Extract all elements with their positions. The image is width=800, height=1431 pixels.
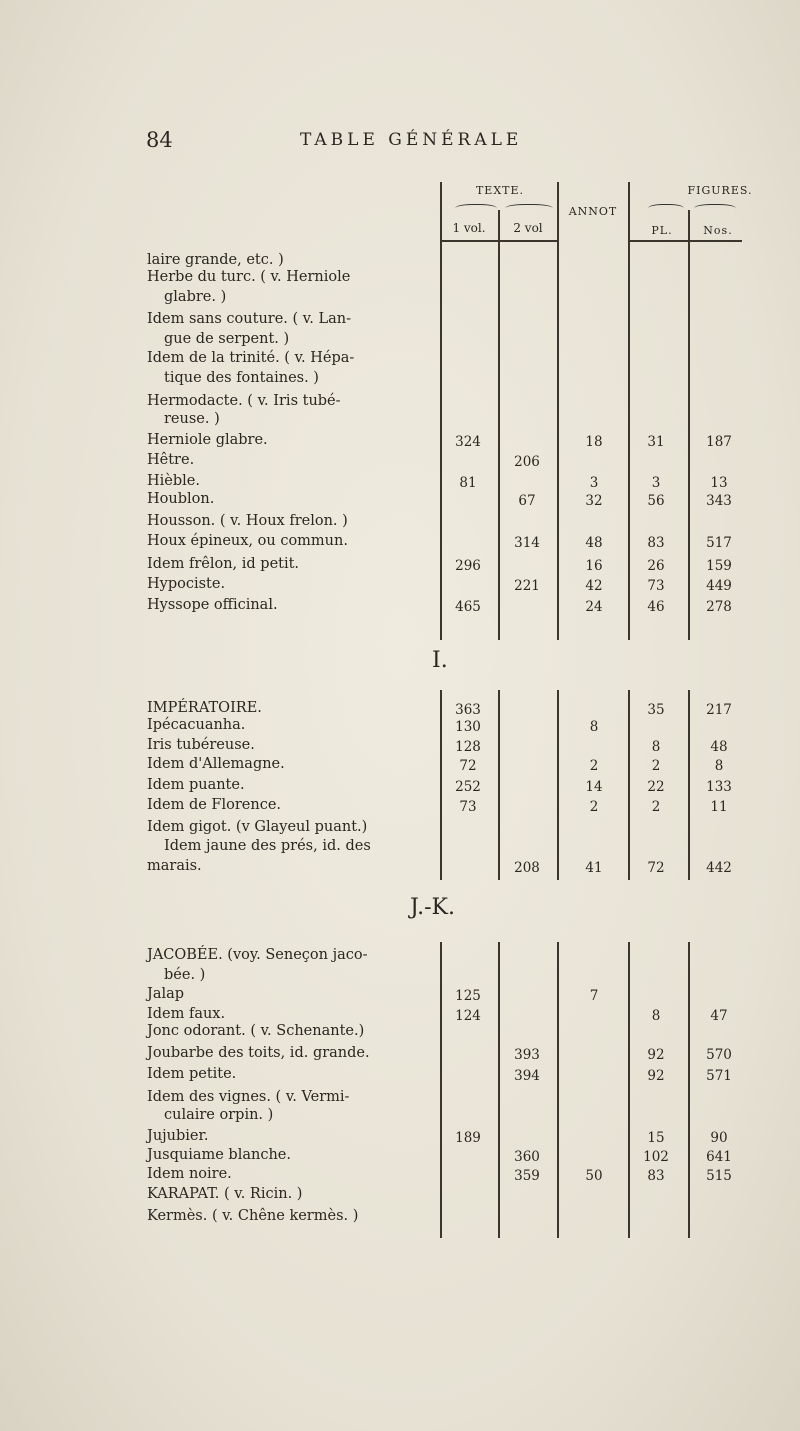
brace-nos: [694, 204, 736, 215]
cell-nos: 11: [710, 799, 728, 815]
entry-label: IMPÉRATOIRE.: [147, 700, 262, 716]
entry-label: Idem puante.: [147, 777, 245, 793]
column-rule: [628, 690, 630, 880]
cell-pl: 35: [647, 702, 665, 718]
entry-label: bée. ): [164, 967, 206, 983]
entry-label: Hêtre.: [147, 452, 195, 468]
entry-label: Idem petite.: [147, 1066, 237, 1082]
entry-label: Hypociste.: [147, 576, 226, 592]
entry-label: KARAPAT. ( v. Ricin. ): [147, 1186, 303, 1202]
column-rule: [498, 690, 500, 880]
cell-pl: 31: [647, 434, 665, 450]
entry-label: JACOBÉE. (voy. Seneçon jaco-: [147, 947, 368, 963]
cell-nos: 571: [706, 1068, 732, 1084]
entry-label: Idem de la trinité. ( v. Hépa-: [147, 350, 355, 366]
page-number: 84: [146, 128, 173, 152]
cell-pl: 83: [647, 1168, 665, 1184]
column-rule: [688, 690, 690, 880]
entry-label: Joubarbe des toits, id. grande.: [147, 1045, 370, 1061]
cell-nos: 217: [706, 702, 732, 718]
cell-vol1: 130: [455, 719, 481, 735]
cell-vol2: 360: [514, 1149, 540, 1165]
cell-annot: 16: [585, 558, 603, 574]
entry-label: Houx épineux, ou commun.: [147, 533, 348, 549]
cell-annot: 24: [585, 599, 603, 615]
section-heading-jk: J.-K.: [410, 895, 455, 920]
column-rule: [688, 210, 690, 640]
cell-pl: 8: [651, 739, 661, 755]
entry-label: Hièble.: [147, 473, 200, 489]
cell-nos: 187: [706, 434, 732, 450]
entry-label: Jujubier.: [147, 1128, 209, 1144]
entry-label: Jusquiame blanche.: [147, 1147, 291, 1163]
entry-label: culaire orpin. ): [164, 1107, 274, 1123]
header-texte: TEXTE.: [475, 184, 525, 197]
column-rule: [557, 942, 559, 1238]
column-rule: [557, 690, 559, 880]
entry-label: Idem de Florence.: [147, 797, 282, 813]
header-figures: FIGURES.: [687, 184, 753, 197]
cell-annot: 18: [585, 434, 603, 450]
cell-annot: 2: [589, 758, 599, 774]
entry-label: Houblon.: [147, 491, 215, 507]
column-rule: [440, 182, 442, 640]
entry-label: Idem frêlon, id petit.: [147, 556, 300, 572]
cell-nos: 278: [706, 599, 732, 615]
section-heading-i: I.: [432, 648, 448, 673]
entry-label: Idem des vignes. ( v. Vermi-: [147, 1089, 350, 1105]
cell-pl: 22: [647, 779, 665, 795]
cell-nos: 442: [706, 860, 732, 876]
brace-vol1: [455, 204, 497, 215]
column-rule: [498, 942, 500, 1238]
entry-label: Housson. ( v. Houx frelon. ): [147, 513, 348, 529]
cell-annot: 50: [585, 1168, 603, 1184]
cell-nos: 47: [710, 1008, 728, 1024]
entry-label: Jonc odorant. ( v. Schenante.): [147, 1023, 365, 1039]
cell-nos: 13: [710, 475, 728, 491]
entry-label: Idem gigot. (v Glayeul puant.): [147, 819, 368, 835]
cell-pl: 8: [651, 1008, 661, 1024]
header-nos: Nos.: [703, 224, 733, 237]
cell-vol2: 393: [514, 1047, 540, 1063]
cell-pl: 73: [647, 578, 665, 594]
cell-vol1: 189: [455, 1130, 481, 1146]
column-rule: [557, 182, 559, 640]
entry-label: Ipécacuanha.: [147, 717, 246, 733]
brace-vol2: [505, 204, 553, 215]
cell-nos: 570: [706, 1047, 732, 1063]
cell-nos: 133: [706, 779, 732, 795]
entry-label: laire grande, etc. ): [147, 252, 284, 268]
cell-pl: 92: [647, 1047, 665, 1063]
cell-vol1: 296: [455, 558, 481, 574]
column-rule: [440, 690, 442, 880]
header-annot: ANNOT: [568, 205, 618, 218]
cell-vol1: 125: [455, 988, 481, 1004]
cell-pl: 72: [647, 860, 665, 876]
cell-annot: 32: [585, 493, 603, 509]
cell-vol1: 465: [455, 599, 481, 615]
cell-pl: 15: [647, 1130, 665, 1146]
cell-pl: 2: [651, 799, 661, 815]
cell-pl: 83: [647, 535, 665, 551]
entry-label: Hyssope officinal.: [147, 597, 278, 613]
cell-vol2: 208: [514, 860, 540, 876]
entry-label: Idem d'Allemagne.: [147, 756, 285, 772]
header-rule-right: [630, 240, 742, 242]
cell-vol1: 252: [455, 779, 481, 795]
cell-annot: 41: [585, 860, 603, 876]
entry-label: Iris tubéreuse.: [147, 737, 255, 753]
cell-annot: 48: [585, 535, 603, 551]
cell-nos: 515: [706, 1168, 732, 1184]
column-rule: [688, 942, 690, 1238]
entry-label: Hermodacte. ( v. Iris tubé-: [147, 393, 341, 409]
cell-vol1: 124: [455, 1008, 481, 1024]
entry-label: Idem sans couture. ( v. Lan-: [147, 311, 351, 327]
cell-annot: 7: [589, 988, 599, 1004]
header-pl: PL.: [651, 224, 673, 237]
cell-nos: 641: [706, 1149, 732, 1165]
cell-pl: 46: [647, 599, 665, 615]
header-vol1: 1 vol.: [452, 221, 486, 235]
entry-label: Kermès. ( v. Chêne kermès. ): [147, 1208, 359, 1224]
brace-pl: [648, 204, 684, 215]
entry-label: Herniole glabre.: [147, 432, 268, 448]
cell-annot: 42: [585, 578, 603, 594]
entry-label: tique des fontaines. ): [164, 370, 319, 386]
cell-pl: 3: [651, 475, 661, 491]
entry-label: glabre. ): [164, 289, 227, 305]
cell-nos: 48: [710, 739, 728, 755]
cell-vol1: 73: [459, 799, 477, 815]
column-rule: [628, 942, 630, 1238]
cell-annot: 8: [589, 719, 599, 735]
cell-vol2: 359: [514, 1168, 540, 1184]
cell-vol2: 221: [514, 578, 540, 594]
cell-annot: 3: [589, 475, 599, 491]
cell-vol1: 81: [459, 475, 477, 491]
cell-pl: 56: [647, 493, 665, 509]
cell-pl: 26: [647, 558, 665, 574]
cell-vol2: 394: [514, 1068, 540, 1084]
header-vol2: 2 vol: [513, 221, 543, 235]
entry-label: Idem noire.: [147, 1166, 232, 1182]
cell-pl: 102: [643, 1149, 669, 1165]
cell-nos: 90: [710, 1130, 728, 1146]
cell-annot: 14: [585, 779, 603, 795]
entry-label: Herbe du turc. ( v. Herniole: [147, 269, 351, 285]
entry-label: Idem faux.: [147, 1006, 226, 1022]
cell-annot: 2: [589, 799, 599, 815]
cell-vol1: 324: [455, 434, 481, 450]
page-title: TABLE GÉNÉRALE: [300, 130, 523, 150]
cell-vol2: 314: [514, 535, 540, 551]
entry-label: reuse. ): [164, 411, 220, 427]
entry-label: gue de serpent. ): [164, 331, 290, 347]
entry-label: Jalap: [147, 986, 185, 1002]
column-rule: [440, 942, 442, 1238]
cell-pl: 92: [647, 1068, 665, 1084]
cell-nos: 8: [714, 758, 724, 774]
cell-vol1: 363: [455, 702, 481, 718]
cell-nos: 343: [706, 493, 732, 509]
cell-vol1: 128: [455, 739, 481, 755]
cell-vol1: 72: [459, 758, 477, 774]
cell-vol2: 206: [514, 454, 540, 470]
cell-pl: 2: [651, 758, 661, 774]
cell-nos: 159: [706, 558, 732, 574]
entry-label: marais.: [147, 858, 202, 874]
column-rule: [498, 210, 500, 640]
entry-label: Idem jaune des prés, id. des: [164, 838, 371, 854]
cell-nos: 449: [706, 578, 732, 594]
cell-vol2: 67: [518, 493, 536, 509]
cell-nos: 517: [706, 535, 732, 551]
column-rule: [628, 182, 630, 640]
